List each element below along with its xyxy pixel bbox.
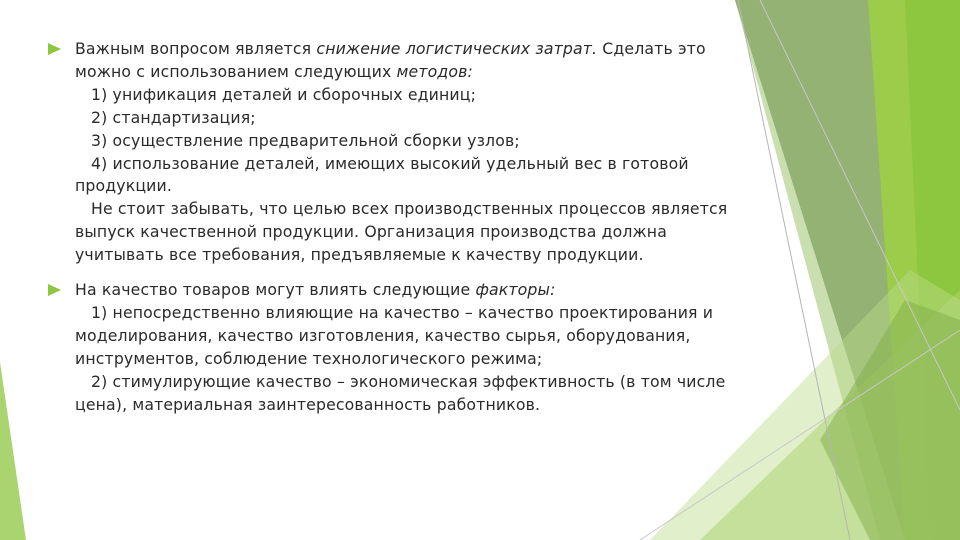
bullet-methods: [48, 38, 728, 267]
bullet-factors: [48, 279, 728, 416]
list-item: 3) осуществление предварительной сборки узлов;: [91, 130, 520, 150]
left-green-sliver: [0, 362, 26, 540]
slide-content: [48, 38, 728, 417]
triangle-arrow-icon: [48, 43, 61, 55]
list-item: 4) использование деталей, имеющих высокий удельный вес в готовой продукции.: [75, 153, 689, 196]
list-item: 1) непосредственно влияющие на качество – качество проектирования и моделирования, качество изготовления, качество сырья, оборудования, инструментов, соблюдение технологического режима;: [75, 302, 714, 368]
triangle-arrow-icon: [48, 284, 61, 296]
list-item: 1) унификация деталей и сборочных единиц;: [91, 84, 477, 104]
paragraph-quality: Не стоит забывать, что целью всех производственных процессов является выпуск качественной продукции. Организация производства должна учитывать все требования, предъявляемые к качеству продукции.: [75, 199, 728, 265]
list-item: 2) стимулирующие качество – экономическая эффективность (в том числе цена), материальная заинтересованность работников.: [75, 371, 726, 414]
bullet-lead: На качество товаров могут влиять следующие факторы:: [75, 280, 556, 300]
list-item: 2) стандартизация;: [91, 107, 256, 127]
bullet-lead: Важным вопросом является снижение логистических затрат. Сделать это можно с использованием следующих методов:: [75, 39, 706, 81]
